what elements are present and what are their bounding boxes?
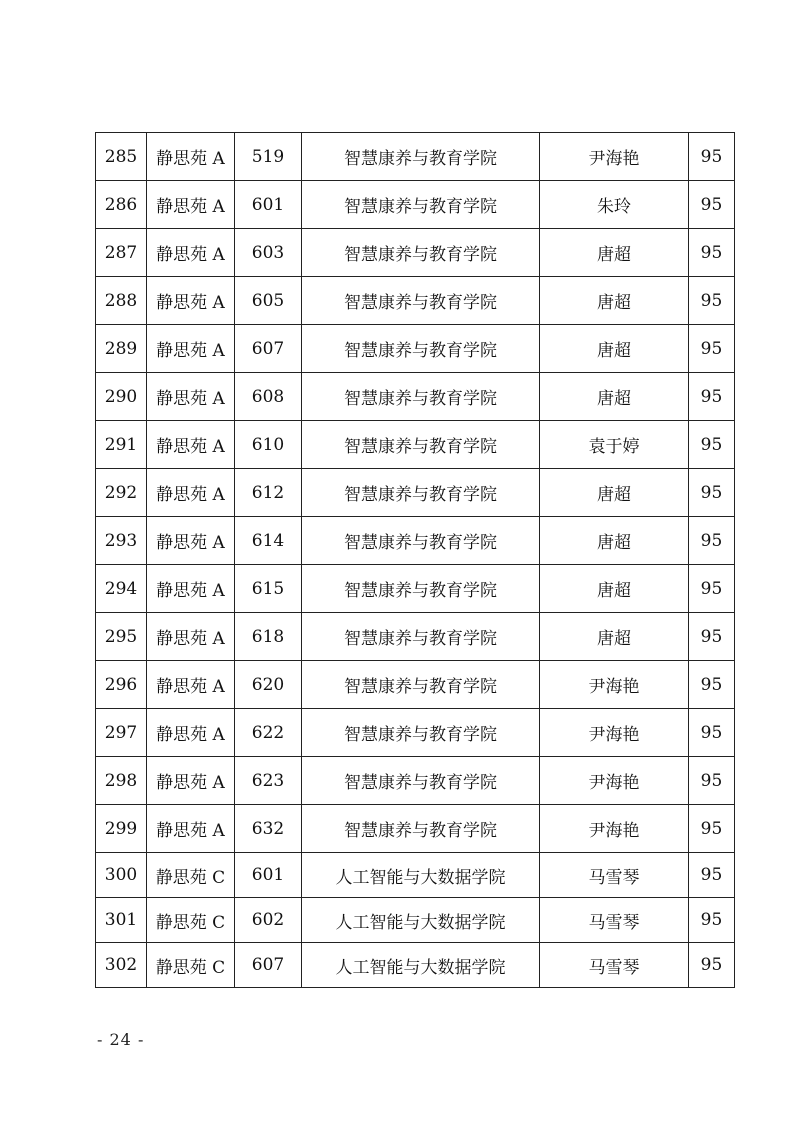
college-cell: 智慧康养与教育学院 xyxy=(302,565,540,613)
responsible-person-cell: 袁于婷 xyxy=(540,421,689,469)
college-cell: 智慧康养与教育学院 xyxy=(302,805,540,853)
row-number-cell: 285 xyxy=(96,133,147,181)
room-number-cell: 603 xyxy=(235,229,302,277)
table-row xyxy=(96,613,735,661)
row-number-cell: 299 xyxy=(96,805,147,853)
building-cell: 静思苑 A xyxy=(147,325,235,373)
room-number-cell: 618 xyxy=(235,613,302,661)
college-cell: 智慧康养与教育学院 xyxy=(302,277,540,325)
building-cell: 静思苑 A xyxy=(147,133,235,181)
row-number-cell: 292 xyxy=(96,469,147,517)
score-cell: 95 xyxy=(689,181,735,229)
building-cell: 静思苑 C xyxy=(147,898,235,943)
room-number-cell: 605 xyxy=(235,277,302,325)
table-row xyxy=(96,469,735,517)
college-cell: 人工智能与大数据学院 xyxy=(302,853,540,898)
room-number-cell: 622 xyxy=(235,709,302,757)
college-cell: 智慧康养与教育学院 xyxy=(302,469,540,517)
responsible-person-cell: 尹海艳 xyxy=(540,133,689,181)
responsible-person-cell: 唐超 xyxy=(540,469,689,517)
responsible-person-cell: 尹海艳 xyxy=(540,757,689,805)
responsible-person-cell: 唐超 xyxy=(540,565,689,613)
building-cell: 静思苑 A xyxy=(147,469,235,517)
row-number-cell: 301 xyxy=(96,898,147,943)
row-number-cell: 288 xyxy=(96,277,147,325)
table-row xyxy=(96,898,735,943)
building-cell: 静思苑 A xyxy=(147,277,235,325)
dormitory-score-table xyxy=(95,132,735,988)
room-number-cell: 519 xyxy=(235,133,302,181)
score-cell: 95 xyxy=(689,469,735,517)
room-number-cell: 623 xyxy=(235,757,302,805)
row-number-cell: 296 xyxy=(96,661,147,709)
row-number-cell: 298 xyxy=(96,757,147,805)
building-cell: 静思苑 A xyxy=(147,757,235,805)
table-row xyxy=(96,853,735,898)
score-cell: 95 xyxy=(689,517,735,565)
building-cell: 静思苑 A xyxy=(147,709,235,757)
building-cell: 静思苑 A xyxy=(147,517,235,565)
row-number-cell: 300 xyxy=(96,853,147,898)
row-number-cell: 286 xyxy=(96,181,147,229)
row-number-cell: 297 xyxy=(96,709,147,757)
responsible-person-cell: 唐超 xyxy=(540,325,689,373)
college-cell: 智慧康养与教育学院 xyxy=(302,517,540,565)
responsible-person-cell: 尹海艳 xyxy=(540,805,689,853)
room-number-cell: 632 xyxy=(235,805,302,853)
building-cell: 静思苑 A xyxy=(147,565,235,613)
college-cell: 人工智能与大数据学院 xyxy=(302,943,540,988)
table-row xyxy=(96,421,735,469)
responsible-person-cell: 尹海艳 xyxy=(540,709,689,757)
responsible-person-cell: 唐超 xyxy=(540,277,689,325)
score-cell: 95 xyxy=(689,757,735,805)
score-cell: 95 xyxy=(689,421,735,469)
table-row xyxy=(96,277,735,325)
table-row xyxy=(96,805,735,853)
score-cell: 95 xyxy=(689,133,735,181)
responsible-person-cell: 唐超 xyxy=(540,373,689,421)
college-cell: 智慧康养与教育学院 xyxy=(302,325,540,373)
row-number-cell: 293 xyxy=(96,517,147,565)
score-cell: 95 xyxy=(689,898,735,943)
room-number-cell: 620 xyxy=(235,661,302,709)
building-cell: 静思苑 A xyxy=(147,805,235,853)
row-number-cell: 291 xyxy=(96,421,147,469)
row-number-cell: 294 xyxy=(96,565,147,613)
building-cell: 静思苑 A xyxy=(147,373,235,421)
room-number-cell: 610 xyxy=(235,421,302,469)
score-cell: 95 xyxy=(689,709,735,757)
row-number-cell: 295 xyxy=(96,613,147,661)
responsible-person-cell: 马雪琴 xyxy=(540,898,689,943)
table-row xyxy=(96,709,735,757)
college-cell: 人工智能与大数据学院 xyxy=(302,898,540,943)
room-number-cell: 601 xyxy=(235,853,302,898)
building-cell: 静思苑 A xyxy=(147,661,235,709)
room-number-cell: 607 xyxy=(235,943,302,988)
table-row xyxy=(96,565,735,613)
building-cell: 静思苑 A xyxy=(147,181,235,229)
room-number-cell: 614 xyxy=(235,517,302,565)
score-cell: 95 xyxy=(689,565,735,613)
college-cell: 智慧康养与教育学院 xyxy=(302,181,540,229)
responsible-person-cell: 马雪琴 xyxy=(540,853,689,898)
score-cell: 95 xyxy=(689,373,735,421)
table-row xyxy=(96,373,735,421)
table-row xyxy=(96,181,735,229)
table-row xyxy=(96,661,735,709)
row-number-cell: 302 xyxy=(96,943,147,988)
college-cell: 智慧康养与教育学院 xyxy=(302,421,540,469)
college-cell: 智慧康养与教育学院 xyxy=(302,709,540,757)
page-number: - 24 - xyxy=(97,1030,145,1049)
score-cell: 95 xyxy=(689,325,735,373)
building-cell: 静思苑 C xyxy=(147,853,235,898)
responsible-person-cell: 唐超 xyxy=(540,517,689,565)
responsible-person-cell: 唐超 xyxy=(540,229,689,277)
building-cell: 静思苑 A xyxy=(147,229,235,277)
room-number-cell: 608 xyxy=(235,373,302,421)
row-number-cell: 289 xyxy=(96,325,147,373)
table-row xyxy=(96,757,735,805)
room-number-cell: 601 xyxy=(235,181,302,229)
building-cell: 静思苑 A xyxy=(147,421,235,469)
row-number-cell: 287 xyxy=(96,229,147,277)
college-cell: 智慧康养与教育学院 xyxy=(302,229,540,277)
score-cell: 95 xyxy=(689,661,735,709)
row-number-cell: 290 xyxy=(96,373,147,421)
college-cell: 智慧康养与教育学院 xyxy=(302,757,540,805)
table-row xyxy=(96,943,735,988)
building-cell: 静思苑 C xyxy=(147,943,235,988)
table-row xyxy=(96,517,735,565)
college-cell: 智慧康养与教育学院 xyxy=(302,661,540,709)
college-cell: 智慧康养与教育学院 xyxy=(302,133,540,181)
score-cell: 95 xyxy=(689,853,735,898)
score-cell: 95 xyxy=(689,613,735,661)
score-cell: 95 xyxy=(689,277,735,325)
score-cell: 95 xyxy=(689,805,735,853)
responsible-person-cell: 尹海艳 xyxy=(540,661,689,709)
score-cell: 95 xyxy=(689,943,735,988)
responsible-person-cell: 唐超 xyxy=(540,613,689,661)
score-cell: 95 xyxy=(689,229,735,277)
responsible-person-cell: 马雪琴 xyxy=(540,943,689,988)
table-row xyxy=(96,325,735,373)
college-cell: 智慧康养与教育学院 xyxy=(302,613,540,661)
college-cell: 智慧康养与教育学院 xyxy=(302,373,540,421)
responsible-person-cell: 朱玲 xyxy=(540,181,689,229)
room-number-cell: 607 xyxy=(235,325,302,373)
table-row xyxy=(96,133,735,181)
table-row xyxy=(96,229,735,277)
room-number-cell: 615 xyxy=(235,565,302,613)
room-number-cell: 612 xyxy=(235,469,302,517)
table-body xyxy=(96,133,735,988)
building-cell: 静思苑 A xyxy=(147,613,235,661)
room-number-cell: 602 xyxy=(235,898,302,943)
